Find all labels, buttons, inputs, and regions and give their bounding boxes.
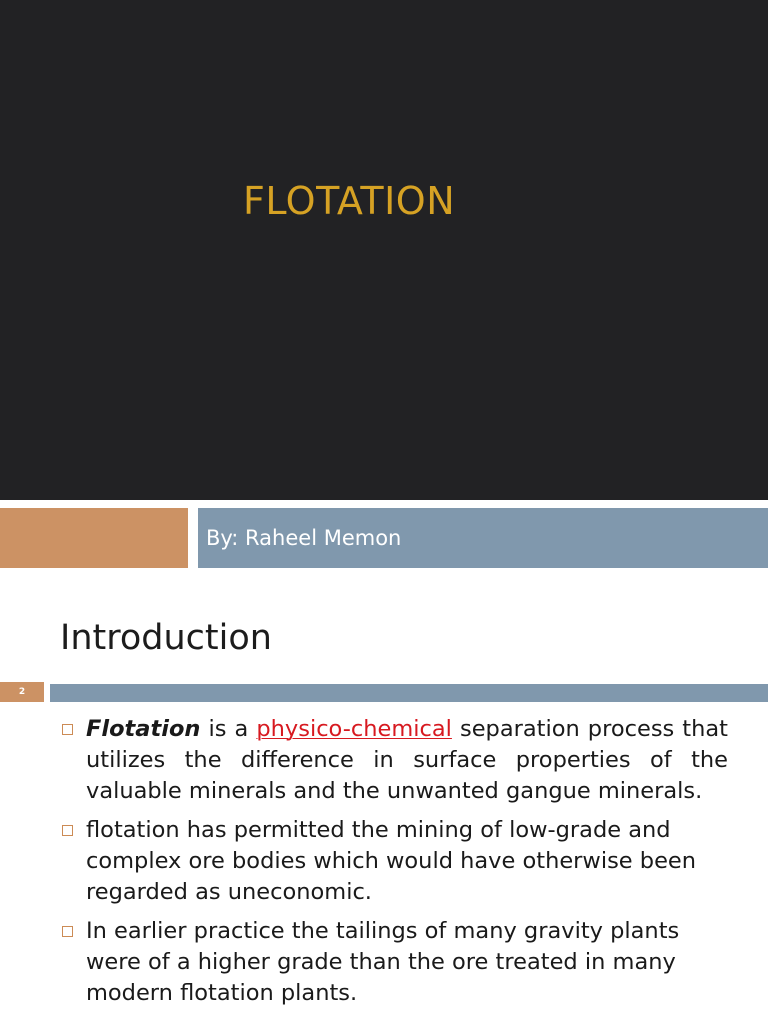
bullet-text: In earlier practice the tailings of many gravity plants were of a higher grade than the ore treated in many modern flotation plants. bbox=[86, 918, 680, 1006]
presentation-title: FLOTATION bbox=[243, 179, 456, 223]
bullet-text-segment: separation process that utilizes the difference in surface properties of the valuable minerals and the unwanted gangue minerals. bbox=[86, 716, 729, 804]
bullet-item-flotation-definition bbox=[62, 714, 728, 807]
orange-accent-block bbox=[0, 508, 188, 568]
bullet-item-gravity-plant-tailings bbox=[62, 916, 728, 1009]
author-byline: By: Raheel Memon bbox=[206, 526, 402, 550]
hollow-square-bullet-icon bbox=[62, 825, 73, 836]
introduction-slide bbox=[0, 568, 768, 1024]
bullet-item-low-grade-mining bbox=[62, 815, 728, 908]
hollow-square-bullet-icon bbox=[62, 724, 73, 735]
physico-chemical-link[interactable]: physico-chemical bbox=[256, 716, 452, 742]
title-slide-dark-panel bbox=[0, 0, 768, 500]
slide-number: 2 bbox=[18, 687, 26, 697]
bullet-text bbox=[86, 714, 728, 807]
introduction-title: Introduction bbox=[60, 618, 272, 658]
bullet-text-segment: is a bbox=[200, 716, 257, 742]
flotation-term: Flotation bbox=[86, 716, 201, 742]
hollow-square-bullet-icon bbox=[62, 926, 73, 937]
slide-header-rule bbox=[50, 684, 768, 702]
bullet-text: flotation has permitted the mining of low-grade and complex ore bodies which would have otherwise been regarded as uneconomic. bbox=[86, 817, 697, 905]
